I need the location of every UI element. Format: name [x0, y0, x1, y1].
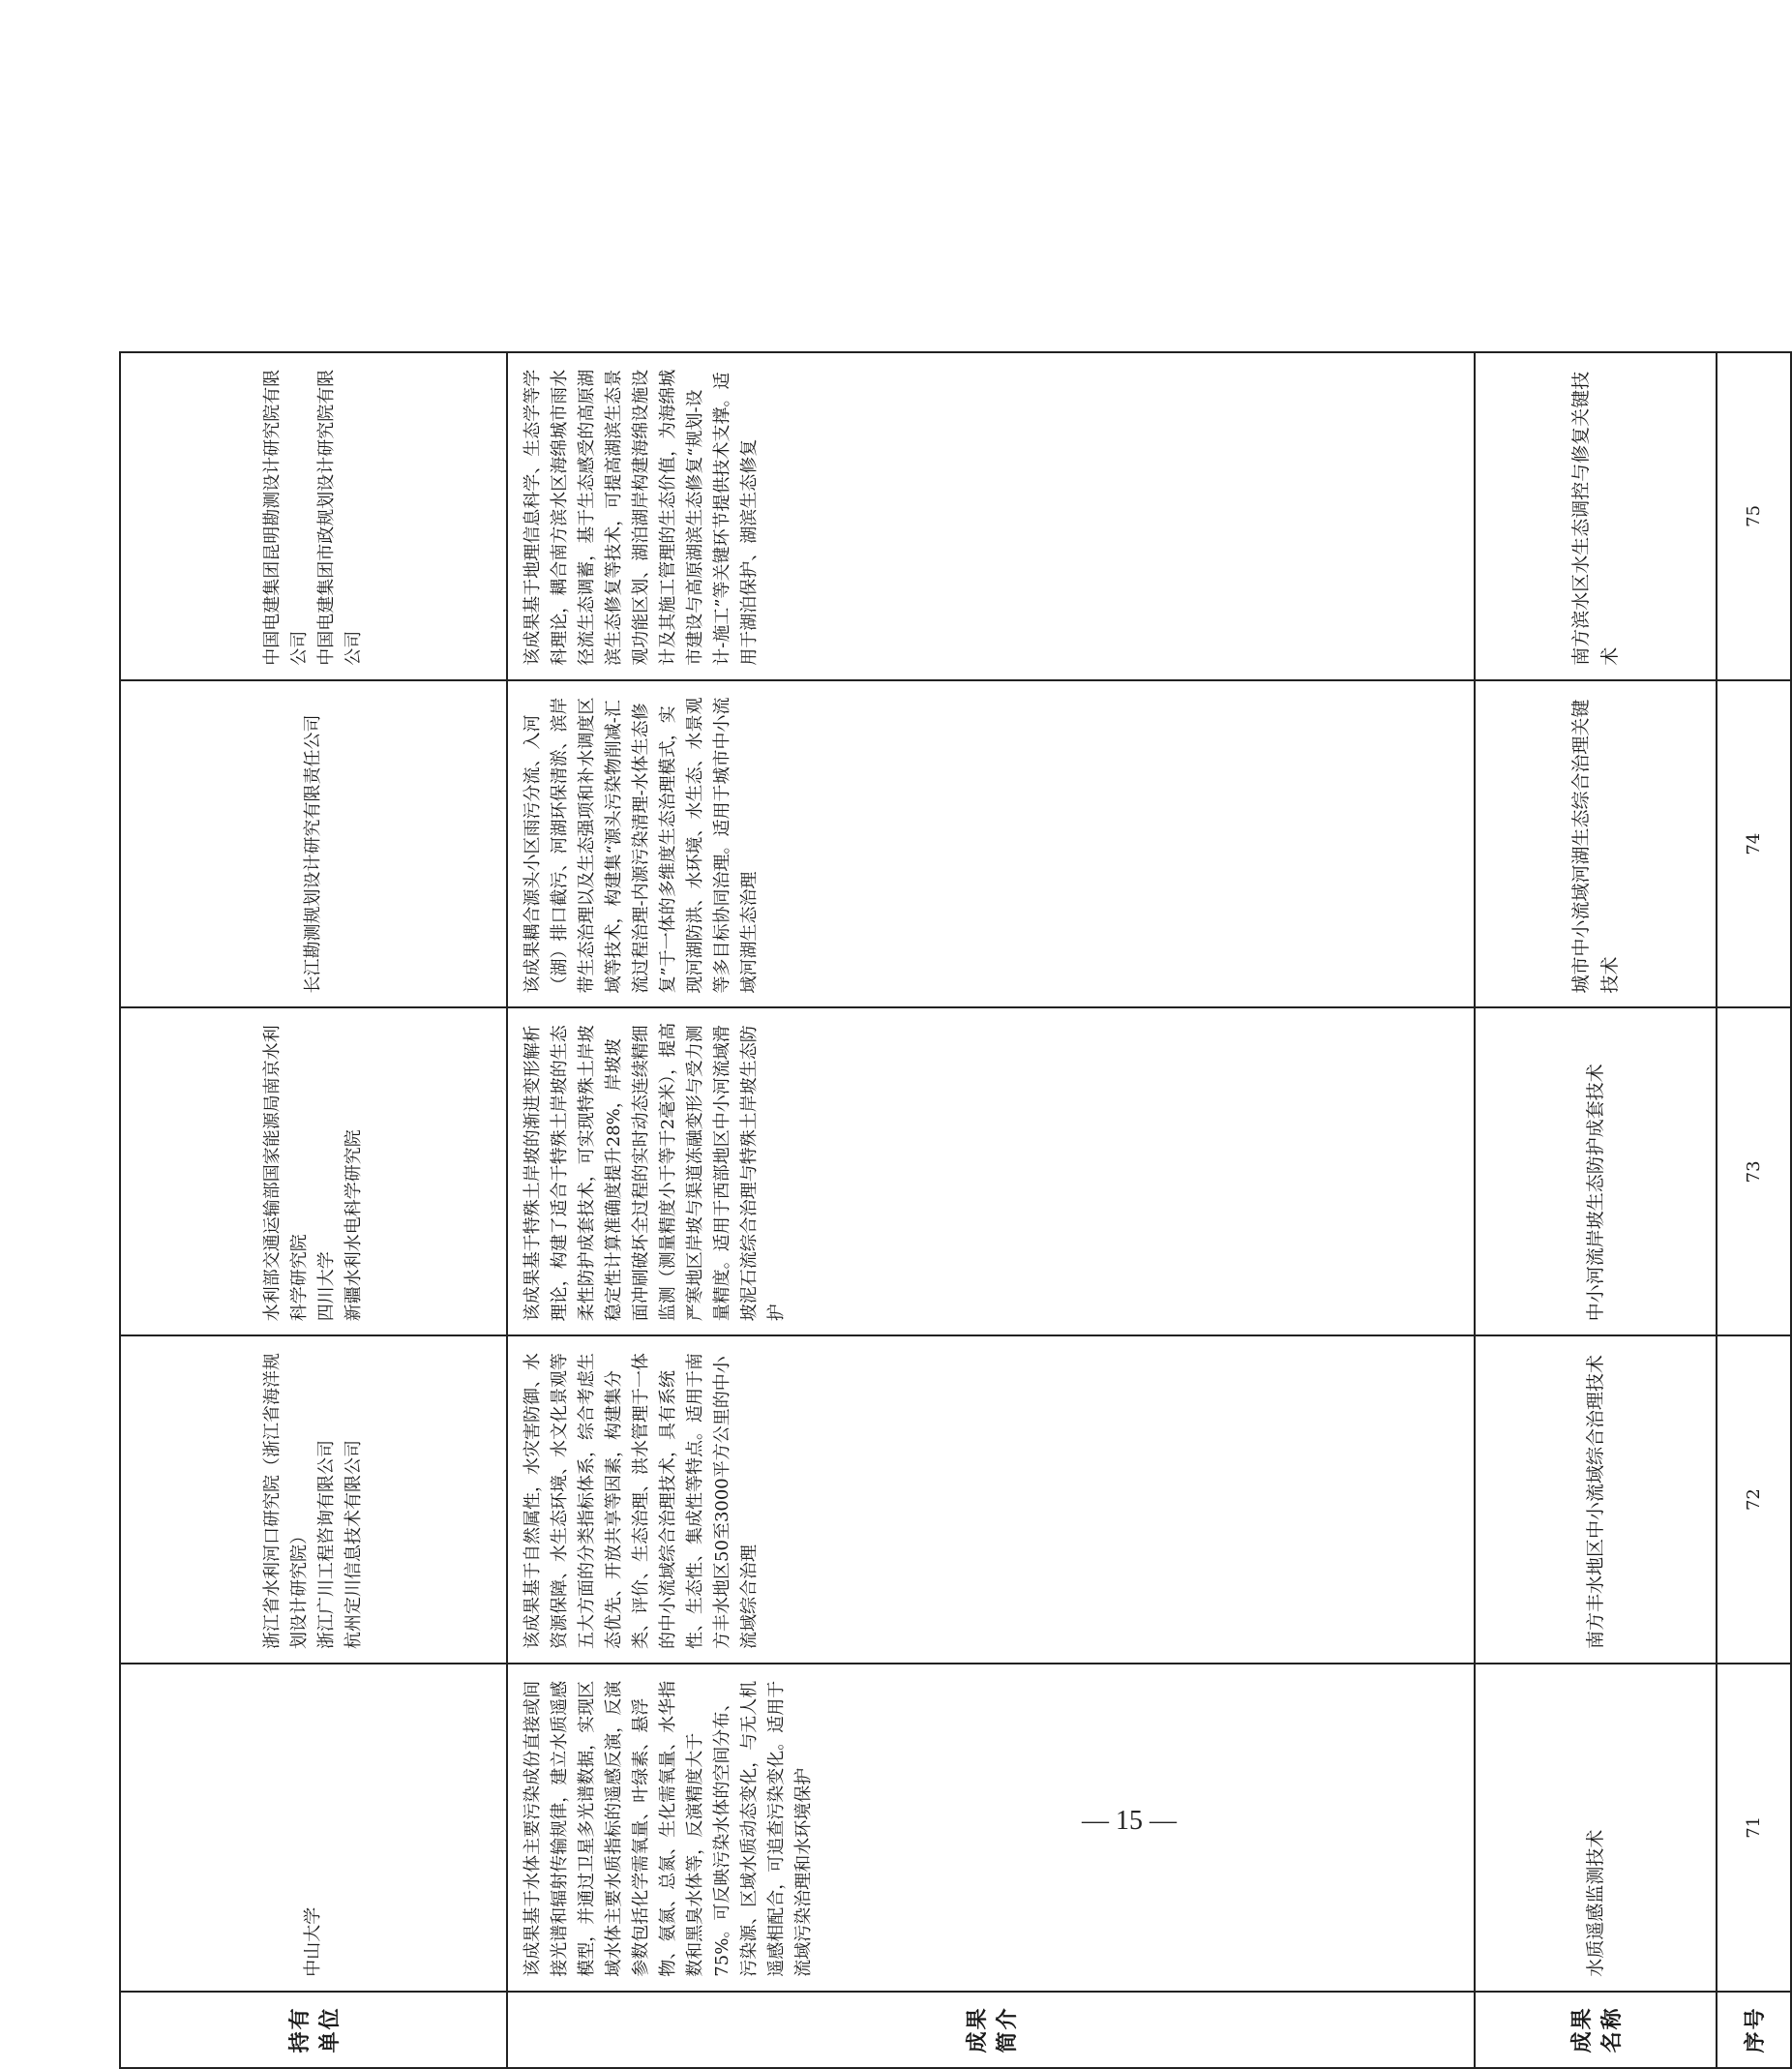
table-band-desc [507, 352, 1475, 2068]
row-number: 72 [1717, 1335, 1791, 1664]
unit-name: 中国电建集团市政规划设计研究院有限公司 [316, 369, 364, 666]
result-name: 中小河流岸坡生态防护成套技术 [1475, 1007, 1717, 1335]
result-description: 该成果基于自然属性，水灾害防御、水资源保障、水生态环境、水文化景观等五大方面的分类指标体系，综合考虑生态优先、开放共享等因素，构建集分类、评价、生态治理、洪水管理于一体的中小流域综合治理技术，具有系统性、生态性、集成性等特点。适用于南方丰水地区50至3000平方公里的中小流域综合治理 [507, 1335, 1475, 1664]
result-name: 城市中小流域河湖生态综合治理关键技术 [1475, 680, 1717, 1008]
header-no: 序号 [1717, 1992, 1791, 2068]
unit-name: 杭州定川信息技术有限公司 [343, 1439, 364, 1649]
unit-name: 四川大学 [316, 1251, 337, 1322]
unit-name: 浙江广川工程咨询有限公司 [316, 1439, 337, 1649]
unit-name: 水利部交通运输部国家能源局南京水利科学研究院 [262, 1025, 310, 1322]
unit-name: 浙江省水利河口研究院（浙江省海洋规划设计研究院） [262, 1352, 310, 1649]
row-number: 74 [1717, 680, 1791, 1008]
unit-name: 中山大学 [303, 1906, 323, 1977]
result-description: 该成果基于地理信息科学、生态学等学科理论，耦合南方滨水区海绵城市雨水径流生态调蓄，基于生态感受的高原湖滨生态修复等技术，可提高湖滨生态景观功能区划、湖泊湖岸构建海绵设施设计及其施工管理的生态价值，为海绵城市建设与高原湖滨生态修复“规划-设计-施工”等关键环节提供技术支撑。适用于湖泊保护、湖滨生态修复 [507, 352, 1475, 680]
table-band-name [1475, 352, 1717, 2068]
result-description: 该成果基于特殊土岸坡的渐进变形解析理论，构建了适合于特殊土岸坡的生态柔性防护成套技术，可实现特殊土岸坡稳定性计算准确度提升28%，岸坡坡面冲刷破坏全过程的实时动态连续精细监测（测量精度小于等于2毫米），提高严寒地区岸坡与渠道冻融变形与受力测量精度。适用于西部地区中小河流域滑坡泥石流综合治理与特殊土岸坡生态防护 [507, 1007, 1475, 1335]
result-name: 南方滨水区水生态调控与修复关键技术 [1475, 352, 1717, 680]
result-name: 水质遥感监测技术 [1475, 1664, 1717, 1992]
result-name: 南方丰水地区中小流域综合治理技术 [1475, 1335, 1717, 1664]
row-number: 73 [1717, 1007, 1791, 1335]
header-name: 成果名称 [1475, 1992, 1717, 2068]
unit-name: 中国电建集团昆明勘测设计研究院有限公司 [262, 369, 310, 666]
unit-cell [120, 680, 507, 1008]
unit-cell [120, 1335, 507, 1664]
unit-cell [120, 1007, 507, 1335]
header-unit: 持有单位 [120, 1992, 507, 2068]
results-table [119, 351, 1792, 2069]
row-number: 75 [1717, 352, 1791, 680]
table-band-unit [120, 352, 507, 2068]
row-number: 71 [1717, 1664, 1791, 1992]
unit-name: 新疆水利水电科学研究院 [343, 1129, 364, 1322]
unit-cell [120, 352, 507, 680]
table-band-no [1717, 352, 1791, 2068]
result-description: 该成果基于水体主要污染成份直接或间接光谱和辐射传输规律，建立水质遥感模型，并通过卫星多光谱数据，实现区域水体主要水质指标的遥感反演，反演参数包括化学需氧量、叶绿素、悬浮物、氨氮、总氮、生化需氧量、水华指数和黑臭水体等，反演精度大于75%。可反映污染水体的空间分布、污染源、区域水质动态变化，与无人机遥感相配合，可追查污染变化。适用于流域污染治理和水环境保护 [507, 1664, 1475, 1992]
result-description: 该成果耦合源头小区雨污分流、入河（湖）排口截污、河湖环保清淤、滨岸带生态治理以及生态强项和补水调度区域等技术，构建集“源头污染物削减-汇流过程治理-内源污染清理-水体生态修复”于一体的多维度生态治理模式，实现河湖防洪、水环境、水生态、水景观等多目标协同治理。适用于城市中小流域河湖生态治理 [507, 680, 1475, 1008]
unit-name: 长江勘测规划设计研究有限责任公司 [303, 714, 323, 994]
page-number: — 15 — [1082, 1806, 1177, 1836]
unit-cell [120, 1664, 507, 1992]
table-holder [119, 351, 1768, 2069]
header-desc: 成果简介 [507, 1992, 1475, 2068]
